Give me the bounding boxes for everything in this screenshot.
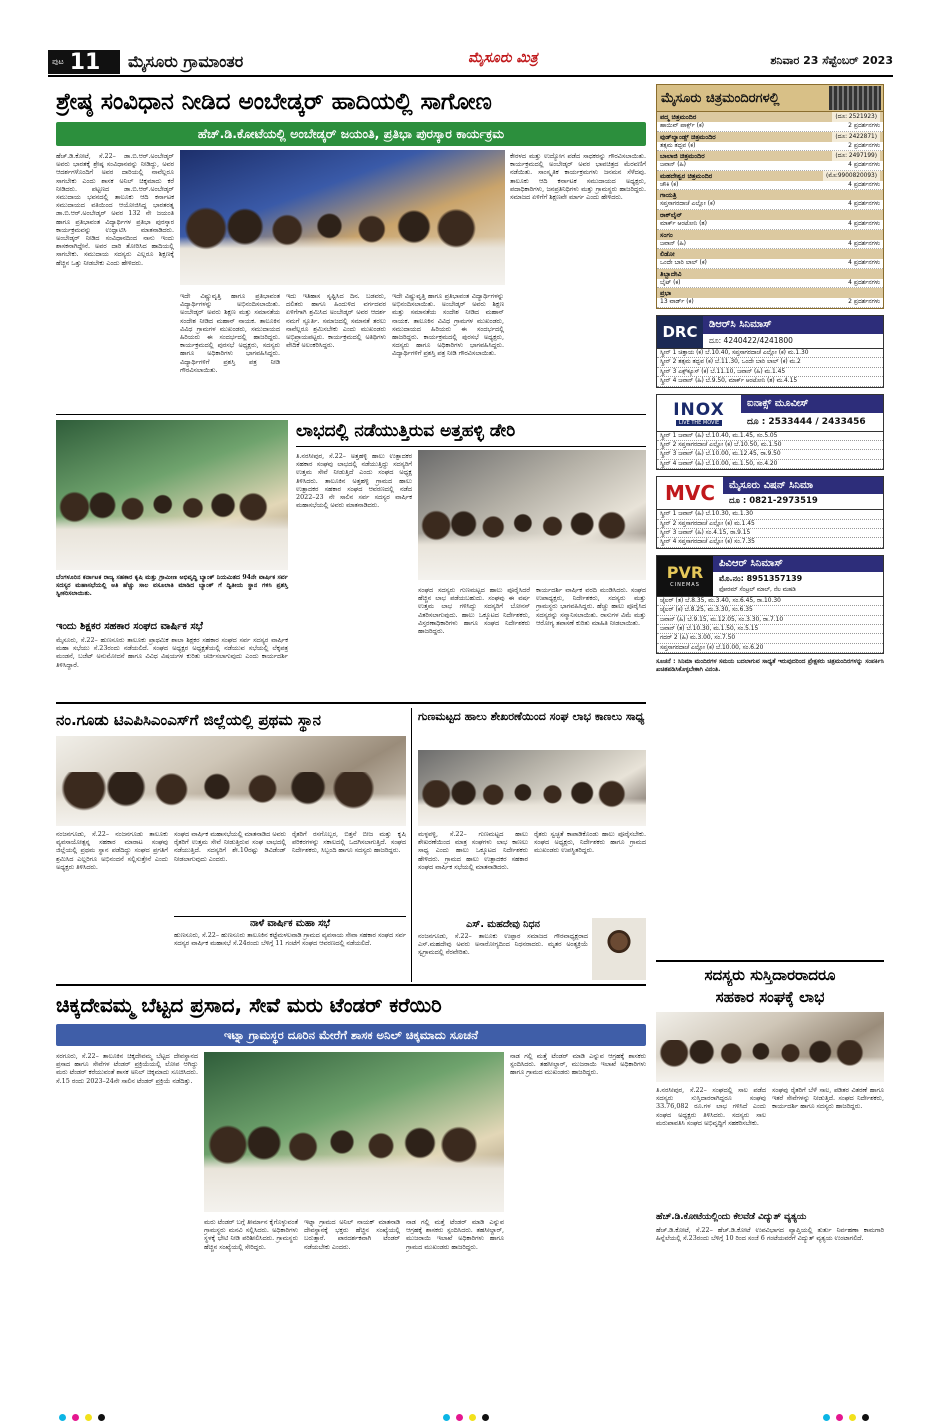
hall-balaji: ಬಾಲಾಜಿ ಚಿತ್ರಮಂದಿರ (ದೂ: 2497199) <box>657 151 883 161</box>
hall-rockline: ರಾಕ್‌ಲೈನ್ <box>657 210 883 220</box>
temple-photo <box>204 1052 504 1212</box>
pvr-phone: ಮೊ.ನಂ: 8951357139 <box>719 574 803 584</box>
inox-name: ಐನಾಕ್ಸ್ ಮೂವೀಸ್ <box>741 395 883 413</box>
pvr-header <box>656 555 884 597</box>
tapcms-col-3: ರೈತರಿಗೆ ರಸಗೊಬ್ಬರ, ಬಿತ್ತನೆ ಬೀಜ ಮತ್ತು ಕೃಷಿ ಪರಿಕರಗಳನ್ನು ಸಕಾಲದಲ್ಲಿ ಒದಗಿಸಲಾಗುತ್ತಿದೆ. ಸಂಘದ ನಿರ್ದೇಶಕರು, ಸಿಬ್ಬಂದಿ ಹಾಗೂ ಸದಸ್ಯರು ಹಾಜರಿದ್ದರು. <box>292 830 406 855</box>
temple-col-1: ಸರಗೂರು, ಸೆ.22– ತಾಲೂಕಿನ ಚಿಕ್ಕದೇವಮ್ಮ ಬೆಟ್ಟದ ದೇವಸ್ಥಾನದ ಪ್ರಸಾದ ಹಾಗೂ ಸೇವೆಗಳ ಟೆಂಡರ್ ಪ್ರಕ್ರಿಯೆಯಲ್ಲಿ ಲೋಪ ಆಗಿದ್ದು ಮರು ಟೆಂಡರ್ ಕರೆಯುವಂತೆ ಶಾಸಕ ಅನಿಲ್ ಚಿಕ್ಕಮಾದು ಸೂಚಿಸಿದರು. ಸೆ.15 ರಂದು 2023–24ನೇ ಸಾಲಿನ ಟೆಂಡರ್ ಪ್ರಕ್ರಿಯೆ ನಡೆದಿತ್ತು. <box>56 1052 198 1085</box>
listing-row: 13 ವಾರ್ಡ್ (ಕ) 2 ಪ್ರದರ್ಶನಗಳು <box>657 298 883 308</box>
hall-padma: ಪದ್ಮ ಚಿತ್ರಮಂದಿರ (ದೂ: 2521923) <box>657 112 883 122</box>
issue-date: ಶನಿವಾರ 23 ಸೆಪ್ಟೆಂಬರ್ 2023 <box>770 54 893 67</box>
agm-note-box <box>174 916 406 982</box>
mvc-shows <box>656 510 884 549</box>
listing-row: ಸಪ್ತಸಾಗರದಾಚೆ ಎಲ್ಲೋ (ಕ) 4 ಪ್ರದರ್ಶನಗಳು <box>657 200 883 210</box>
bank-photo <box>56 420 288 570</box>
dairy-col-3: ಕಾರ್ಯದರ್ಶಿ ವಾರ್ಷಿಕ ವರದಿ ಮಂಡಿಸಿದರು. ಸಂಘದ ಉಪಾಧ್ಯಕ್ಷರು, ನಿರ್ದೇಶಕರು, ಸದಸ್ಯರು ಮತ್ತು ಗ್ರಾಮಸ್ಥರು ಭಾಗವಹಿಸಿದ್ದರು. ಹೆಚ್ಚು ಹಾಲು ಪೂರೈಸಿದ ಸದಸ್ಯರನ್ನು ಸನ್ಮಾನಿಸಲಾಯಿತು. ರಾಸುಗಳ ವಿಮೆ ಮತ್ತು ಆರೋಗ್ಯ ತಪಾಸಣೆ ಕುರಿತು ಮಾಹಿತಿ ನೀಡಲಾಯಿತು. <box>536 586 646 627</box>
temple-col-4: ನಾಡ ಗಲ್ಲಿ ಮತ್ತೆ ಟೆಂಡರ್ ಮಾಡಿ ಎನ್ನುವ ಆಗ್ರಹಕ್ಕೆ ಶಾಸಕರು ಸ್ಪಂದಿಸಿದರು. ತಹಸೀಲ್ದಾರ್, ಮುಜರಾಯಿ ಇಲಾಖೆ ಅಧಿಕಾರಿಗಳು ಹಾಗೂ ಗ್ರಾಮದ ಮುಖಂಡರು ಹಾಜರಿದ್ದರು. <box>510 1052 646 1077</box>
page-label-badge <box>48 50 120 74</box>
coop-col-1: ತಿ.ನರಸೀಪುರ, ಸೆ.22– ಸಂಘದಲ್ಲಿ ಸಾಲ ಪಡೆದ ಸದಸ್ಯರು ಸುಸ್ತಿದಾರರಾಗಿದ್ದರೂ ಸಂಘವು 33.76,082 ರೂ.ಗಳ ಲಾಭ ಗಳಿಸಿದೆ ಎಂದು ಸಂಘದ ಅಧ್ಯಕ್ಷರು ತಿಳಿಸಿದರು. ಸದಸ್ಯರು ಸಾಲ ಮರುಪಾವತಿಸಿ ಸಂಘದ ಅಭಿವೃದ್ಧಿಗೆ ಸಹಕರಿಸಬೇಕು. <box>656 1086 766 1127</box>
mvc-phone: ದೂ : 0821-2973519 <box>729 496 818 507</box>
listing-row: ಒಂದೇ ಬಾರಿ ಲಾಲ್ (ಕ) 4 ಪ್ರದರ್ಶನಗಳು <box>657 259 883 269</box>
page-number: 11 <box>69 49 101 75</box>
tapcms-col-2: ಸಂಘದ ವಾರ್ಷಿಕ ಮಹಾಸಭೆಯಲ್ಲಿ ಮಾತನಾಡಿದ ಅವರು ರೈತರಿಗೆ ಉತ್ತಮ ಸೇವೆ ನೀಡುತ್ತಿರುವ ಸಂಘ ಲಾಭದಲ್ಲಿ ನಡೆಯುತ್ತಿದೆ. ಸದಸ್ಯರಿಗೆ ಶೇ.10ರಷ್ಟು ಡಿವಿಡೆಂಡ್ ನೀಡಲಾಗುವುದು ಎಂದರು. <box>174 830 286 863</box>
hall-prabha: ಪ್ರಭಾ <box>657 288 883 298</box>
hall-woodlands: ವುಡ್‌ಲ್ಯಾಂಡ್ಸ್ ಚಿತ್ರಮಂದಿರ (ದೂ: 2422871) <box>657 132 883 142</box>
tapcms-photo <box>56 736 406 826</box>
obit-body: ನಂಜನಗೂಡು, ಸೆ.22– ತಾಲೂಕು ಉಪ್ಪಾರ ಸಮಾಜದ ಗೌರವಾಧ್ಯಕ್ಷರಾದ ಎಸ್.ಮಹದೇವು ಅವರು ಅನಾರೋಗ್ಯದಿಂದ ನಿಧನರಾದರು. ಮೃತರ ಅಂತ್ಯಕ್ರಿಯೆ ಸ್ವಗ್ರಾಮದಲ್ಲಿ ನೆರವೇರಿತು. <box>418 932 588 957</box>
agm-note-body: ಹುಣಸೂರು, ಸೆ.22– ಹುಣಸೂರು ತಾಲೂಕಿನ ಕಟ್ಟೆಮಳಲವಾಡಿ ಗ್ರಾಮದ ವ್ಯವಸಾಯ ಸೇವಾ ಸಹಕಾರ ಸಂಘದ ಸರ್ವ ಸದಸ್ಯರ ವಾರ್ಷಿಕ ಮಹಾಸಭೆ ಸೆ.24ರಂದು ಬೆಳಿಗ್ಗೆ 11 ಗಂಟೆಗೆ ಸಂಘದ ಆವರಣದಲ್ಲಿ ನಡೆಯಲಿದೆ. <box>174 931 406 948</box>
dairy-headline: ಲಾಭದಲ್ಲಿ ನಡೆಯುತ್ತಿರುವ ಅತ್ತಹಳ್ಳಿ ಡೇರಿ <box>296 421 516 441</box>
listing-row: ತತ್ಸಮ ತದ್ಭವ (ಕ) 2 ಪ್ರದರ್ಶನಗಳು <box>657 142 883 152</box>
masthead <box>48 46 893 76</box>
mvc-header <box>656 476 884 510</box>
power-body: ಹೆಚ್.ಡಿ.ಕೋಟೆ, ಸೆ.22– ಹೆಚ್.ಡಿ.ಕೋಟೆ ಉಪವಿಭಾಗದ ವ್ಯಾಪ್ತಿಯಲ್ಲಿ ತುರ್ತು ನಿರ್ವಹಣಾ ಕಾಮಗಾರಿ ಹಿನ್ನೆಲೆಯಲ್ಲಿ ಸೆ.23ರಂದು ಬೆಳಿಗ್ಗೆ 10 ರಿಂದ ಸಂಜೆ 6 ಗಂಟೆಯವರೆಗೆ ವಿದ್ಯುತ್ ವ್ಯತ್ಯಯ ಉಂಟಾಗಲಿದೆ. <box>656 1226 884 1243</box>
lead-headline: ಶ್ರೇಷ್ಠ ಸಂವಿಧಾನ ನೀಡಿದ ಅಂಬೇಡ್ಕರ್ ಹಾದಿಯಲ್ಲಿ ಸಾಗೋಣ <box>56 89 492 115</box>
show-row: ಸ್ಕ್ರೀನ್ 2 ಸಪ್ತಸಾಗರದಾಚೆ ಎಲ್ಲೋ (ಕ) ಮ.1.45 <box>657 520 883 529</box>
show-row: ಸಪ್ತಸಾಗರದಾಚೆ ಎಲ್ಲೋ (ಕ) ಬೆ.10.00, ಸಂ.6.20 <box>657 644 883 653</box>
show-row: ಸ್ಕ್ರೀನ್ 1 ಚಿತ್ತಾಯ (ಕ) ಬೆ.10.40, ಸಪ್ತಸಾಗರದಾಚೆ ಎಲ್ಲೋ (ಕ) ಮ.1.30 <box>657 349 883 358</box>
milk-headline: ಗುಣಮಟ್ಟದ ಹಾಲು ಶೇಖರಣೆಯಿಂದ ಸಂಘ ಲಾಭ ಕಾಣಲು ಸಾಧ್ಯ <box>418 710 645 723</box>
milk-col-2: ರೈತರು ಸ್ವಚ್ಛತೆ ಕಾಪಾಡಿಕೊಂಡು ಹಾಲು ಪೂರೈಸಬೇಕು. ಸಂಘದ ಅಧ್ಯಕ್ಷರು, ನಿರ್ದೇಶಕರು ಹಾಗೂ ಗ್ರಾಮದ ಮುಖಂಡರು ಉಪಸ್ಥಿತರಿದ್ದರು. <box>534 830 646 855</box>
section-name: ಮೈಸೂರು ಗ್ರಾಮಾಂತರ <box>128 52 244 71</box>
coop-col-2: ಸಂಘವು ರೈತರಿಗೆ ಬೆಳೆ ಸಾಲ, ಪಡಿತರ ವಿತರಣೆ ಹಾಗೂ ಇತರೆ ಸೇವೆಗಳನ್ನು ನೀಡುತ್ತಿದೆ. ಸಂಘದ ನಿರ್ದೇಶಕರು, ಕಾರ್ಯದರ್ಶಿ ಹಾಗೂ ಸದಸ್ಯರು ಹಾಜರಿದ್ದರು. <box>772 1086 884 1111</box>
show-row: ಸ್ಕ್ರೀನ್ 2 ಸಪ್ತಸಾಗರದಾಚೆ ಎಲ್ಲೋ (ಕ) ಬೆ.10.50, ಮ.1.50 <box>657 441 883 450</box>
lead-col-2: ಇದೇ ವಿಷ್ಣುವೃತ್ತಿ ಹಾಗೂ ಪ್ರತಿಭಾವಂತ ವಿದ್ಯಾರ್ಥಿಗಳನ್ನು ಅಭಿನಂದಿಸಲಾಯಿತು. ಅಂಬೇಡ್ಕರ್ ಅವರು ಶಿಕ್ಷಣ ಮತ್ತು ಸಮಾನತೆಯ ಸಂದೇಶ ನೀಡಿದ ಮಹಾನ್ ನಾಯಕ. ತಾಲೂಕಿನ ವಿವಿಧ ಗ್ರಾಮಗಳ ಮುಖಂಡರು, ಸಮುದಾಯದ ಹಿರಿಯರು ಈ ಸಂದರ್ಭದಲ್ಲಿ ಹಾಜರಿದ್ದರು. ಕಾರ್ಯಕ್ರಮದಲ್ಲಿ ಪುರಸಭೆ ಅಧ್ಯಕ್ಷರು, ಸದಸ್ಯರು ಹಾಗೂ ಅಧಿಕಾರಿಗಳು ಭಾಗವಹಿಸಿದ್ದರು. ವಿದ್ಯಾರ್ಥಿಗಳಿಗೆ ಪ್ರಶಸ್ತಿ ಪತ್ರ ನೀಡಿ ಗೌರವಿಸಲಾಯಿತು. <box>180 292 280 374</box>
hall-sangam: ಸಂಗಂ <box>657 230 883 240</box>
cinema-title: ಮೈಸೂರು ಚಿತ್ರಮಂದಿರಗಳಲ್ಲಿ <box>661 90 780 106</box>
pvr-logo: PVR <box>666 563 704 583</box>
show-row: ಜೈಲರ್ (ಕ) ಬೆ.8.25, ಮ.3.30, ಸಂ.6.35 <box>657 606 883 615</box>
listing-row: ಹಾಯಿವ್ ಪಾರ್ಕ್ಸ್ (ಕ) 2 ಪ್ರದರ್ಶನಗಳು <box>657 122 883 132</box>
inox-logo: INOX <box>673 399 725 420</box>
registration-dots-right <box>820 1406 872 1424</box>
temple-subhead-bar <box>56 1024 646 1046</box>
cinema-seats-icon <box>829 86 881 110</box>
cinema-note: ಸೂಚನೆ : ಸಿನಿಮಾ ಮಂದಿರಗಳ ಸಮಯ ಬದಲಾಗುವ ಸಾಧ್ಯತೆ ಇರುವುದರಿಂದ ಪ್ರೇಕ್ಷಕರು ಚಿತ್ರಮಂದಿರಗಳನ್ನು ಸಂಪರ್ಕಿಸಿ ಖಚಿತಪಡಿಸಿಕೊಳ್ಳಬೇಕಾಗಿ ವಿನಂತಿ. <box>656 658 884 674</box>
milk-photo <box>418 750 646 826</box>
coop-headline-2: ಸಹಕಾರ ಸಂಘಕ್ಕೆ ಲಾಭ <box>715 988 825 1006</box>
show-row: ಜೈಲರ್ (ತ) ಬೆ.8.35, ಮ.3.40, ಸಂ.6.45, ರಾ.10.30 <box>657 597 883 606</box>
dairy-col-2: ಸಂಘದ ಸದಸ್ಯರು ಗುಣಮಟ್ಟದ ಹಾಲು ಪೂರೈಸಿದರೆ ಹೆಚ್ಚಿನ ಲಾಭ ಪಡೆಯಬಹುದು. ಸಂಘವು ಈ ವರ್ಷ ಉತ್ತಮ ಲಾಭ ಗಳಿಸಿದ್ದು ಸದಸ್ಯರಿಗೆ ಬೋನಸ್ ವಿತರಿಸಲಾಗುವುದು. ಹಾಲು ಒಕ್ಕೂಟದ ನಿರ್ದೇಶಕರು, ವಿಸ್ತರಣಾಧಿಕಾರಿಗಳು ಹಾಗೂ ಸಂಘದ ನಿರ್ದೇಶಕರು ಹಾಜರಿದ್ದರು. <box>418 586 530 636</box>
temple-subhead: ಇಟ್ನಾ ಗ್ರಾಮಸ್ಥರ ದೂರಿನ ಮೇರೆಗೆ ಶಾಸಕ ಅನಿಲ್ ಚಿಕ್ಕಮಾದು ಸೂಚನೆ <box>224 1027 478 1042</box>
mvc-name: ಮೈಸೂರು ವಿಷನ್ ಸಿನಿಮಾ <box>723 477 883 494</box>
show-row: ಸ್ಕ್ರೀನ್ 4 ಜವಾನ್ (ಹಿ) ಬೆ.10.00, ಮ.1.50, ಸಂ.4.20 <box>657 460 883 469</box>
hall-tibbadevi: ತಿಬ್ಬಾದೇವಿ <box>657 269 883 279</box>
lead-col-4: ಕೇರಳದ ಮತ್ತು ಉದ್ಯೋಗ ಪಡೆದ ಸಾಧಕರನ್ನು ಗೌರವಿಸಲಾಯಿತು. ಕಾರ್ಯಕ್ರಮದಲ್ಲಿ ಅಂಬೇಡ್ಕರ್ ಅವರ ಭಾವಚಿತ್ರದ ಮೆರವಣಿಗೆ ನಡೆಯಿತು. ಸಾಂಸ್ಕೃತಿಕ ಕಾರ್ಯಕ್ರಮಗಳು ಜನಮನ ಸೆಳೆದವು. ತಾಲೂಕು ಆದಿ ಕರ್ನಾಟಕ ಸಮುದಾಯದ ಅಧ್ಯಕ್ಷರು, ಪದಾಧಿಕಾರಿಗಳು, ಜನಪ್ರತಿನಿಧಿಗಳು ಮತ್ತು ಗ್ರಾಮಸ್ಥರು ಹಾಜರಿದ್ದರು. ಸಮಾಜದ ಏಳಿಗೆಗೆ ಶಿಕ್ಷಣವೇ ಮಾರ್ಗ ಎಂದು ಹೇಳಿದರು. <box>510 152 646 202</box>
pvr-shows <box>656 597 884 654</box>
listing-row: ಚೌಕಿ (ಕ) 4 ಪ್ರದರ್ಶನಗಳು <box>657 181 883 191</box>
show-row: ಜವಾನ್ (ತ) ಬೆ.10.30, ಮ.1.50, ಸಂ.5.15 <box>657 625 883 634</box>
inox-header <box>656 394 884 432</box>
show-row: ಸ್ಕ್ರೀನ್ 1 ಜವಾನ್ (ಹಿ) ಬೆ.10.40, ಮ.1.45, ಸಂ.5.05 <box>657 432 883 441</box>
listing-row: ಜವಾನ್ (ಹಿ) 4 ಪ್ರದರ್ಶನಗಳು <box>657 240 883 250</box>
cinema-title-bar <box>656 84 884 112</box>
listing-row: ಜವಾನ್ (ಹಿ) 4 ಪ್ರದರ್ಶನಗಳು <box>657 161 883 171</box>
listing-row: ಬೈಟ್ (ಕ) 4 ಪ್ರದರ್ಶನಗಳು <box>657 279 883 289</box>
lead-photo <box>180 150 505 285</box>
coop-photo <box>656 1012 884 1082</box>
drc-header <box>656 315 884 349</box>
cinema-listing <box>656 112 884 309</box>
registration-dots-left <box>56 1406 108 1424</box>
tapcms-headline: ನಂ.ಗೂಡು ಟಿಎಪಿಸಿಎಂಎಸ್‌ಗೆ ಜಿಲ್ಲೆಯಲ್ಲಿ ಪ್ರಥಮ ಸ್ಥಾನ <box>56 711 321 729</box>
inox-shows <box>656 432 884 471</box>
drc-name: ಡಿಆರ್‌ಸಿ ಸಿನಿಮಾಸ್ <box>703 316 883 334</box>
temple-col-2: ಮರು ಟೆಂಡರ್ ಬಗ್ಗೆ ತೀರ್ಮಾನ ಕೈಗೊಳ್ಳುವಂತೆ ಗ್ರಾಮಸ್ಥರು ಮನವಿ ಸಲ್ಲಿಸಿದರು. ಅಧಿಕಾರಿಗಳು ಸ್ಥಳಕ್ಕೆ ಭೇಟಿ ನೀಡಿ ಪರಿಶೀಲಿಸಿದರು. ಗ್ರಾಮಸ್ಥರು ಹೆಚ್ಚಿನ ಸಂಖ್ಯೆಯಲ್ಲಿ ಸೇರಿದ್ದರು. <box>204 1218 298 1251</box>
tapcms-col-1: ನಂಜನಗೂಡು, ಸೆ.22– ನಂಜನಗೂಡು ತಾಲೂಕು ವ್ಯವಸಾಯೋತ್ಪನ್ನ ಸಹಕಾರ ಮಾರಾಟ ಸಂಘವು ಜಿಲ್ಲೆಯಲ್ಲಿ ಪ್ರಥಮ ಸ್ಥಾನ ಪಡೆದಿದ್ದು ಸಂಘದ ಪ್ರಗತಿಗೆ ಶ್ರಮಿಸಿದ ಎಲ್ಲರಿಗೂ ಅಭಿನಂದನೆ ಸಲ್ಲಿಸುತ್ತೇನೆ ಎಂದು ಅಧ್ಯಕ್ಷರು ತಿಳಿಸಿದರು. <box>56 830 168 871</box>
power-headline: ಹೆಚ್.ಡಿ.ಕೋಟೆಯಲ್ಲಿಂದು ಕೆಲವೆಡೆ ವಿದ್ಯುತ್ ವ್ಯತ್ಯಯ <box>656 1212 807 1222</box>
lead-col-1: ಹೆಚ್.ಡಿ.ಕೋಟೆ, ಸೆ.22– ಡಾ.ಬಿ.ಆರ್.ಅಂಬೇಡ್ಕರ್ ಅವರು ಭಾರತಕ್ಕೆ ಶ್ರೇಷ್ಠ ಸಂವಿಧಾನವನ್ನು ನೀಡಿದ್ದು, ಅವರ ಆದರ್ಶಗಳೊಂದಿಗೆ ಅವರ ದಾರಿಯಲ್ಲಿ ನಾವೆಲ್ಲರೂ ಸಾಗಬೇಕು ಎಂದು ಶಾಸಕ ಅನಿಲ್ ಚಿಕ್ಕಮಾದು ಕರೆ ನೀಡಿದರು. ಪಟ್ಟಣದ ಡಾ.ಬಿ.ಆರ್.ಅಂಬೇಡ್ಕರ್ ಸಮುದಾಯ ಭವನದಲ್ಲಿ ತಾಲೂಕು ಆದಿ ಕರ್ನಾಟಕ ಸಮುದಾಯದ ವತಿಯಿಂದ ಆಯೋಜಿಸಿದ್ದ ಭಾರತರತ್ನ ಡಾ.ಬಿ.ಆರ್.ಅಂಬೇಡ್ಕರ್ ಅವರ 132 ನೇ ಜಯಂತಿ ಹಾಗೂ ಪ್ರತಿಭಾವಂತ ವಿದ್ಯಾರ್ಥಿಗಳ ಪ್ರತಿಭಾ ಪುರಸ್ಕಾರ ಕಾರ್ಯಕ್ರಮವನ್ನು ಉದ್ಘಾಟಿಸಿ ಮಾತನಾಡಿದರು. ಅಂಬೇಡ್ಕರ್ ನೀಡಿದ ಸಂವಿಧಾನದಿಂದ ನಾನು ಇಂದು ಶಾಸಕನಾಗಿದ್ದೇನೆ. ಅವರ ದಾರಿ ತೋರಿಸಿದ ಹಾದಿಯಲ್ಲಿ ಸಾಗಬೇಕು. ಸಮುದಾಯ ಸದಸ್ಯರು ಎಲ್ಲರೂ ಶಿಕ್ಷಣಕ್ಕೆ ಹೆಚ್ಚಿನ ಒತ್ತು ನೀಡಬೇಕು ಎಂದು ಹೇಳಿದರು. <box>56 152 174 267</box>
drc-phone: ದೂ: 4240422/4241800 <box>709 335 793 345</box>
show-row: ಸ್ಕ್ರೀನ್ 2 ತತ್ಸಮ ತದ್ಭವ (ಕ) ಬೆ.11.30, ಒಂದೇ ಬಾರಿ ಲಾಲ್ (ಕ) ಮ.2 <box>657 358 883 367</box>
drc-logo: DRC <box>657 316 703 348</box>
pvr-address: ಫೋರಮ್ ಸೆಂಟ್ರಲ್ ಮಾಲ್, ನೆಲ ಮಹಡಿ <box>719 587 796 594</box>
temple-col-3b: ನಾಡ ಗಲ್ಲಿ ಮತ್ತೆ ಟೆಂಡರ್ ಮಾಡಿ ಎನ್ನುವ ಆಗ್ರಹಕ್ಕೆ ಶಾಸಕರು ಸ್ಪಂದಿಸಿದರು. ತಹಸೀಲ್ದಾರ್, ಮುಜರಾಯಿ ಇಲಾಖೆ ಅಧಿಕಾರಿಗಳು ಹಾಗೂ ಗ್ರಾಮದ ಮುಖಂಡರು ಹಾಜರಿದ್ದರು. <box>406 1218 504 1251</box>
drc-shows <box>656 349 884 388</box>
registration-dots-mid <box>440 1406 492 1424</box>
pvr-tag: CINEMAS <box>670 582 700 589</box>
inox-phone: ದೂ : 2533444 / 2433456 <box>747 416 866 427</box>
show-row: ಸ್ಕ್ರೀನ್ 3 ಜವಾನ್ (ಹಿ) ಸಂ.4.15, ರಾ.9.15 <box>657 529 883 538</box>
milk-col-1: ಮಳ್ಳವಳ್ಳಿ, ಸೆ.22– ಗುಣಮಟ್ಟದ ಹಾಲು ಶೇಖರಣೆಯಿಂದ ಮಾತ್ರ ಸಂಘಗಳು ಲಾಭ ಕಾಣಲು ಸಾಧ್ಯ ಎಂದು ಹಾಲು ಒಕ್ಕೂಟದ ನಿರ್ದೇಶಕರು ಹೇಳಿದರು. ಗ್ರಾಮದ ಹಾಲು ಉತ್ಪಾದಕರ ಸಹಕಾರ ಸಂಘದ ವಾರ್ಷಿಕ ಸಭೆಯಲ್ಲಿ ಮಾತನಾಡಿದರು. <box>418 830 528 871</box>
lead-col-3: ಇದು ಇತಿಹಾಸ ಸೃಷ್ಟಿಸಿದ ದಿನ. ಬಡವರು, ದಲಿತರು ಹಾಗೂ ಹಿಂದುಳಿದ ವರ್ಗದವರ ಏಳಿಗೆಗಾಗಿ ಶ್ರಮಿಸಿದ ಅಂಬೇಡ್ಕರ್ ಅವರ ಆದರ್ಶ ನಮಗೆ ಸ್ಫೂರ್ತಿ. ಸಮಾಜದಲ್ಲಿ ಸಮಾನತೆ ತರಲು ನಾವೆಲ್ಲರೂ ಶ್ರಮಿಸಬೇಕು ಎಂದು ಮುಖಂಡರು ಅಭಿಪ್ರಾಯಪಟ್ಟರು. ಕಾರ್ಯಕ್ರಮದಲ್ಲಿ ಅತಿಥಿಗಳು ವೇದಿಕೆ ಅಲಂಕರಿಸಿದ್ದರು. <box>286 292 386 350</box>
coop-headline-1: ಸದಸ್ಯರು ಸುಸ್ತಿದಾರರಾದರೂ <box>704 966 836 984</box>
lead-subhead-bar <box>56 122 646 146</box>
obit-photo <box>592 918 646 980</box>
lead-subhead: ಹೆಚ್.ಡಿ.ಕೋಟೆಯಲ್ಲಿ ಅಂಬೇಡ್ಕರ್ ಜಯಂತಿ, ಪ್ರತಿಭಾ ಪುರಸ್ಕಾರ ಕಾರ್ಯಕ್ರಮ <box>197 126 505 141</box>
bank-caption: ಬೆಂಗಳೂರಿನ ಕರ್ನಾಟಕ ರಾಜ್ಯ ಸಹಕಾರ ಕೃಷಿ ಮತ್ತು ಗ್ರಾಮೀಣ ಅಭಿವೃದ್ಧಿ ಬ್ಯಾಂಕ್ ನಿಯಮಿತದ 94ನೇ ವಾರ್ಷಿಕ ಸರ್ವ ಸದಸ್ಯರ ಮಹಾಸಭೆಯಲ್ಲಿ ಅತಿ ಹೆಚ್ಚು ಸಾಲ ವಸೂಲಾತಿ ಮಾಡಿದ ಬ್ಯಾಂಕ್ ಗೆ ದ್ವಿತೀಯ ಸ್ಥಾನ ಗಳಿಸಿ ಪ್ರಶಸ್ತಿ ಸ್ವೀಕರಿಸಲಾಯಿತು. <box>56 574 288 597</box>
lead-col-3b: ಇದೇ ವಿಷ್ಣುವೃತ್ತಿ ಹಾಗೂ ಪ್ರತಿಭಾವಂತ ವಿದ್ಯಾರ್ಥಿಗಳನ್ನು ಅಭಿನಂದಿಸಲಾಯಿತು. ಅಂಬೇಡ್ಕರ್ ಅವರು ಶಿಕ್ಷಣ ಮತ್ತು ಸಮಾನತೆಯ ಸಂದೇಶ ನೀಡಿದ ಮಹಾನ್ ನಾಯಕ. ತಾಲೂಕಿನ ವಿವಿಧ ಗ್ರಾಮಗಳ ಮುಖಂಡರು, ಸಮುದಾಯದ ಹಿರಿಯರು ಈ ಸಂದರ್ಭದಲ್ಲಿ ಹಾಜರಿದ್ದರು. ಕಾರ್ಯಕ್ರಮದಲ್ಲಿ ಪುರಸಭೆ ಅಧ್ಯಕ್ಷರು, ಸದಸ್ಯರು ಹಾಗೂ ಅಧಿಕಾರಿಗಳು ಭಾಗವಹಿಸಿದ್ದರು. ವಿದ್ಯಾರ್ಥಿಗಳಿಗೆ ಪ್ರಶಸ್ತಿ ಪತ್ರ ನೀಡಿ ಗೌರವಿಸಲಾಯಿತು. <box>392 292 504 358</box>
mvc-logo: MVC <box>664 481 716 506</box>
obit-headline: ಎಸ್. ಮಹದೇವು ನಿಧನ <box>466 919 540 930</box>
inox-tag: LIVE THE MOVIE <box>676 420 722 426</box>
listing-row: ಮಾರ್ಕ್ ಆಂಟೋನಿ (ತ) 4 ಪ್ರದರ್ಶನಗಳು <box>657 220 883 230</box>
show-row: ಸ್ಕ್ರೀನ್ 4 ಸಪ್ತಸಾಗರದಾಚೆ ಎಲ್ಲೋ (ಕ) ಸಂ.7.35 <box>657 538 883 547</box>
hall-mahadeshwara: ಮಹದೇಶ್ವರ ಚಿತ್ರಮಂದಿರ (ಮೊ:9900820093) <box>657 171 883 181</box>
masthead-rule <box>48 75 893 77</box>
show-row: ಸ್ಕ್ರೀನ್ 4 ಜವಾನ್ (ಹಿ) ಬೆ.9.50, ಮಾರ್ಕ್ ಆಂಟೋನಿ (ತ) ಮ.4.15 <box>657 377 883 386</box>
agm-note-headline: ನಾಳೆ ವಾರ್ಷಿಕ ಮಹಾ ಸಭೆ <box>249 918 331 929</box>
teachers-body: ಮೈಸೂರು, ಸೆ.22– ಹುಣಸೂರು ತಾಲೂಕು ಪ್ರಾಥಮಿಕ ಶಾಲಾ ಶಿಕ್ಷಕರ ಸಹಕಾರ ಸಂಘದ ಸರ್ವ ಸದಸ್ಯರ ವಾರ್ಷಿಕ ಮಹಾ ಸಭೆಯು ಸೆ.23ರಂದು ನಡೆಯಲಿದೆ. ಸಂಘದ ಅಧ್ಯಕ್ಷರ ಅಧ್ಯಕ್ಷತೆಯಲ್ಲಿ ನಡೆಯುವ ಸಭೆಯಲ್ಲಿ ಲೆಕ್ಕಪತ್ರ ಮಂಡನೆ, ಬಜೆಟ್ ಅನುಮೋದನೆ ಹಾಗೂ ವಿವಿಧ ವಿಷಯಗಳ ಕುರಿತು ಚರ್ಚಿಸಲಾಗುವುದು ಎಂದು ಕಾರ್ಯದರ್ಶಿ ತಿಳಿಸಿದ್ದಾರೆ. <box>56 636 288 669</box>
show-row: ಸ್ಕ್ರೀನ್ 3 ಜವಾನ್ (ಹಿ) ಬೆ.10.00, ಮ.12.45, ರಾ.9.50 <box>657 450 883 459</box>
temple-headline: ಚಿಕ್ಕದೇವಮ್ಮ ಬೆಟ್ಟದ ಪ್ರಸಾದ, ಸೇವೆ ಮರು ಟೆಂಡರ್ ಕರೆಯಿರಿ <box>56 993 442 1017</box>
show-row: ಸ್ಕ್ರೀನ್ 1 ಜವಾನ್ (ಹಿ) ಬೆ.10.30, ಮ.1.30 <box>657 510 883 519</box>
dairy-col-1: ತಿ.ನರಸೀಪುರ, ಸೆ.22– ಅತ್ತಹಳ್ಳಿ ಹಾಲು ಉತ್ಪಾದಕರ ಸಹಕಾರ ಸಂಘವು ಲಾಭದಲ್ಲಿ ನಡೆಯುತ್ತಿದ್ದು ಸದಸ್ಯರಿಗೆ ಉತ್ತಮ ಸೇವೆ ನೀಡುತ್ತಿದೆ ಎಂದು ಸಂಘದ ಅಧ್ಯಕ್ಷ ತಿಳಿಸಿದರು. ತಾಲೂಕಿನ ಅತ್ತಹಳ್ಳಿ ಗ್ರಾಮದ ಹಾಲು ಉತ್ಪಾದಕರ ಸಹಕಾರ ಸಂಘದ ಆವರಣದಲ್ಲಿ ನಡೆದ 2022–23 ನೇ ಸಾಲಿನ ಸರ್ವ ಸದಸ್ಯರ ವಾರ್ಷಿಕ ಮಹಾಸಭೆಯಲ್ಲಿ ಅವರು ಮಾತನಾಡಿದರು. <box>296 452 412 510</box>
hall-gayathri: ಗಾಯತ್ರಿ <box>657 190 883 200</box>
pvr-name: ಪಿವಿಆರ್ ಸಿನಿಮಾಸ್ <box>713 556 883 572</box>
paper-name: ಮೈಸೂರು ಮಿತ್ರ <box>468 50 538 66</box>
hall-lido: ಲಿಡೋ <box>657 249 883 259</box>
show-row: ಸ್ಕ್ರೀನ್ 3 ಎಕ್ಸ್‌ಕ್ಯೂಸ್ (ಕ) ಬೆ.11.10, ಜವಾನ್ (ಹಿ) ಮ.1.45 <box>657 368 883 377</box>
dairy-photo <box>418 450 646 580</box>
cinema-panel <box>656 84 884 958</box>
teachers-headline: ಇಂದು ಶಿಕ್ಷಕರ ಸಹಕಾರ ಸಂಘದ ವಾರ್ಷಿಕ ಸಭೆ <box>56 621 203 632</box>
show-row: ಗದರ್ 2 (ಹಿ) ಮ.3.00, ಸಂ.7.50 <box>657 634 883 643</box>
show-row: ಜವಾನ್ (ಹಿ) ಬೆ.9.15, ಮ.12.05, ಸಂ.3.30, ರಾ.7.10 <box>657 616 883 625</box>
page-label: ಪುಟ <box>52 57 64 66</box>
temple-col-3: ಇಟ್ನಾ ಗ್ರಾಮದ ಅನಿಲ್ ನಾಯಕ್ ಮಾತನಾಡಿ ದೇವಸ್ಥಾನಕ್ಕೆ ಭಕ್ತರು ಹೆಚ್ಚಿನ ಸಂಖ್ಯೆಯಲ್ಲಿ ಬರುತ್ತಾರೆ. ಪಾರದರ್ಶಕವಾಗಿ ಟೆಂಡರ್ ನಡೆಯಬೇಕು ಎಂದರು. <box>304 1218 400 1251</box>
